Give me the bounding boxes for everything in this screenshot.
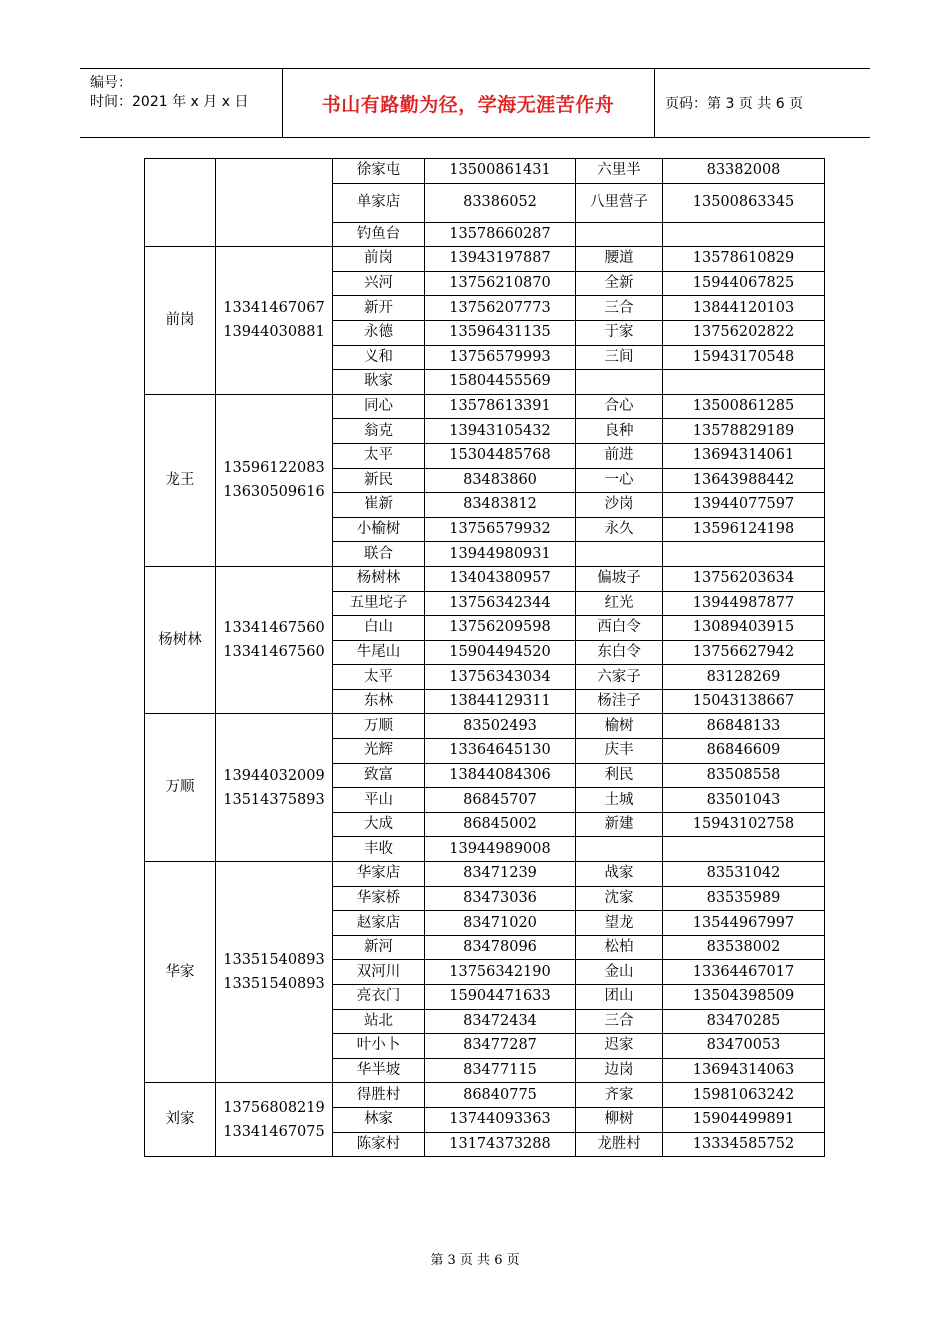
village-phone-cell: 13756579993 (425, 345, 576, 370)
table-row (145, 566, 825, 591)
village-phone-cell: 13756627942 (663, 640, 825, 665)
village-phone-cell: 83483860 (425, 468, 576, 493)
village-name-cell: 小榆树 (333, 517, 425, 542)
village-phone-cell: 13944989008 (425, 837, 576, 862)
village-name-cell: 一心 (576, 468, 663, 493)
village-phone-cell: 13504398509 (663, 985, 825, 1010)
village-phone-cell: 83535989 (663, 886, 825, 911)
village-phone-cell (663, 542, 825, 567)
village-phone-cell: 13943197887 (425, 247, 576, 272)
village-phone-cell: 83386052 (425, 183, 576, 222)
village-phone-cell: 13844129311 (425, 689, 576, 714)
town-phones-cell (216, 1083, 333, 1157)
village-name-cell: 战家 (576, 862, 663, 887)
village-name-cell: 全新 (576, 271, 663, 296)
town-phone: 13514375893 (223, 791, 325, 808)
village-name-cell: 义和 (333, 345, 425, 370)
village-phone-cell: 15904494520 (425, 640, 576, 665)
town-name-cell: 刘家 (145, 1083, 216, 1157)
village-name-cell: 同心 (333, 394, 425, 419)
town-phone: 13341467067 (223, 300, 325, 317)
village-name-cell: 华家桥 (333, 886, 425, 911)
village-phone-cell: 83477287 (425, 1034, 576, 1059)
village-name-cell: 太平 (333, 665, 425, 690)
village-phone-cell: 83128269 (663, 665, 825, 690)
village-phone-cell: 13500861285 (663, 394, 825, 419)
town-phones-cell (216, 159, 333, 247)
town-phone: 13596122083 (223, 460, 325, 477)
village-name-cell: 陈家村 (333, 1132, 425, 1157)
contact-directory-table (144, 158, 825, 1157)
village-name-cell: 龙胜村 (576, 1132, 663, 1157)
village-name-cell: 边岗 (576, 1058, 663, 1083)
village-phone-cell: 15043138667 (663, 689, 825, 714)
document-header (80, 68, 870, 138)
town-name-cell: 龙王 (145, 394, 216, 566)
village-name-cell: 徐家屯 (333, 159, 425, 184)
village-name-cell: 三合 (576, 1009, 663, 1034)
village-name-cell: 东白令 (576, 640, 663, 665)
village-name-cell: 新建 (576, 812, 663, 837)
time-label: 时间：2021 年 x 月 x 日 (90, 94, 249, 110)
town-phones-cell (216, 862, 333, 1083)
village-phone-cell: 13756342344 (425, 591, 576, 616)
town-phone: 13341467560 (223, 620, 325, 637)
village-phone-cell: 13596431135 (425, 320, 576, 345)
table-row (145, 247, 825, 272)
village-phone-cell: 13756343034 (425, 665, 576, 690)
village-name-cell: 牛尾山 (333, 640, 425, 665)
village-phone-cell: 13578613391 (425, 394, 576, 419)
village-name-cell: 耿家 (333, 370, 425, 395)
village-phone-cell: 83477115 (425, 1058, 576, 1083)
village-phone-cell: 13643988442 (663, 468, 825, 493)
village-name-cell: 大成 (333, 812, 425, 837)
village-name-cell: 万顺 (333, 714, 425, 739)
village-phone-cell: 13578660287 (425, 222, 576, 247)
village-name-cell: 西白令 (576, 616, 663, 641)
village-name-cell (576, 542, 663, 567)
village-phone-cell: 15904499891 (663, 1107, 825, 1132)
table-row (145, 159, 825, 184)
village-name-cell: 六里半 (576, 159, 663, 184)
village-phone-cell: 13756579932 (425, 517, 576, 542)
village-phone-cell: 83470285 (663, 1009, 825, 1034)
village-phone-cell: 86845707 (425, 788, 576, 813)
town-name-cell (145, 159, 216, 247)
village-name-cell: 杨洼子 (576, 689, 663, 714)
village-name-cell: 太平 (333, 443, 425, 468)
village-phone-cell: 86848133 (663, 714, 825, 739)
village-name-cell: 华家店 (333, 862, 425, 887)
village-phone-cell: 83471239 (425, 862, 576, 887)
village-name-cell: 望龙 (576, 911, 663, 936)
town-phone: 13351540893 (223, 952, 325, 969)
village-name-cell: 亮衣门 (333, 985, 425, 1010)
village-name-cell: 兴河 (333, 271, 425, 296)
village-name-cell: 三间 (576, 345, 663, 370)
village-phone-cell: 15943170548 (663, 345, 825, 370)
header-motto-cell (282, 69, 655, 137)
village-phone-cell: 83508558 (663, 763, 825, 788)
directory-body (145, 159, 825, 1157)
town-name-cell: 华家 (145, 862, 216, 1083)
village-phone-cell: 13500861431 (425, 159, 576, 184)
village-name-cell: 致富 (333, 763, 425, 788)
village-phone-cell: 83470053 (663, 1034, 825, 1059)
village-name-cell: 腰道 (576, 247, 663, 272)
village-phone-cell: 15904471633 (425, 985, 576, 1010)
town-phone: 13341467075 (223, 1123, 325, 1140)
town-phones-cell (216, 247, 333, 395)
village-name-cell: 华半坡 (333, 1058, 425, 1083)
village-phone-cell: 83538002 (663, 935, 825, 960)
village-phone-cell: 83478096 (425, 935, 576, 960)
village-phone-cell: 13174373288 (425, 1132, 576, 1157)
village-name-cell: 合心 (576, 394, 663, 419)
table-row (145, 714, 825, 739)
village-phone-cell: 13943105432 (425, 419, 576, 444)
village-phone-cell: 13844120103 (663, 296, 825, 321)
village-name-cell: 崔新 (333, 493, 425, 518)
village-phone-cell: 15304485768 (425, 443, 576, 468)
village-phone-cell: 13578610829 (663, 247, 825, 272)
village-name-cell: 沈家 (576, 886, 663, 911)
village-name-cell: 新河 (333, 935, 425, 960)
village-phone-cell (663, 837, 825, 862)
town-phones-cell (216, 394, 333, 566)
town-phone: 13756808219 (223, 1099, 325, 1116)
village-phone-cell: 13364467017 (663, 960, 825, 985)
village-phone-cell: 13844084306 (425, 763, 576, 788)
village-name-cell: 偏坡子 (576, 566, 663, 591)
village-phone-cell: 13544967997 (663, 911, 825, 936)
village-phone-cell: 13756203634 (663, 566, 825, 591)
number-label: 编号： (90, 75, 132, 91)
village-name-cell: 钓鱼台 (333, 222, 425, 247)
village-name-cell: 八里营子 (576, 183, 663, 222)
village-name-cell: 良种 (576, 419, 663, 444)
village-phone-cell: 13756202822 (663, 320, 825, 345)
village-name-cell: 金山 (576, 960, 663, 985)
village-phone-cell: 13944077597 (663, 493, 825, 518)
page-footer: 第 3 页 共 6 页 (430, 1253, 520, 1268)
village-name-cell (576, 370, 663, 395)
village-phone-cell: 13756210870 (425, 271, 576, 296)
village-phone-cell: 15943102758 (663, 812, 825, 837)
village-phone-cell: 13756342190 (425, 960, 576, 985)
village-name-cell: 双河川 (333, 960, 425, 985)
village-phone-cell: 15981063242 (663, 1083, 825, 1108)
village-phone-cell: 83501043 (663, 788, 825, 813)
village-name-cell: 永久 (576, 517, 663, 542)
page-info: 页码：第 3 页 共 6 页 (665, 96, 804, 112)
village-phone-cell: 13694314063 (663, 1058, 825, 1083)
village-name-cell: 团山 (576, 985, 663, 1010)
village-name-cell: 齐家 (576, 1083, 663, 1108)
village-name-cell: 站北 (333, 1009, 425, 1034)
village-phone-cell: 13944987877 (663, 591, 825, 616)
village-phone-cell: 86845002 (425, 812, 576, 837)
header-meta (80, 69, 283, 137)
village-phone-cell: 13089403915 (663, 616, 825, 641)
village-phone-cell: 13578829189 (663, 419, 825, 444)
village-name-cell: 赵家店 (333, 911, 425, 936)
village-phone-cell: 83502493 (425, 714, 576, 739)
village-phone-cell: 13500863345 (663, 183, 825, 222)
town-phone: 13351540893 (223, 976, 325, 993)
village-name-cell: 前岗 (333, 247, 425, 272)
village-name-cell: 五里坨子 (333, 591, 425, 616)
village-phone-cell: 13944980931 (425, 542, 576, 567)
village-phone-cell: 15804455569 (425, 370, 576, 395)
village-name-cell: 林家 (333, 1107, 425, 1132)
village-name-cell: 永德 (333, 320, 425, 345)
village-name-cell: 柳树 (576, 1107, 663, 1132)
village-phone-cell: 13694314061 (663, 443, 825, 468)
village-phone-cell: 83473036 (425, 886, 576, 911)
village-phone-cell: 86840775 (425, 1083, 576, 1108)
village-name-cell (576, 837, 663, 862)
town-phone: 13944030881 (223, 324, 325, 341)
motto: 书山有路勤为径，学海无涯苦作舟 (321, 93, 615, 116)
village-name-cell: 前进 (576, 443, 663, 468)
town-name-cell: 前岗 (145, 247, 216, 395)
village-name-cell: 三合 (576, 296, 663, 321)
village-name-cell: 迟家 (576, 1034, 663, 1059)
village-name-cell: 单家店 (333, 183, 425, 222)
village-name-cell: 得胜村 (333, 1083, 425, 1108)
village-name-cell: 土城 (576, 788, 663, 813)
village-name-cell: 红光 (576, 591, 663, 616)
village-name-cell: 叶小卜 (333, 1034, 425, 1059)
village-name-cell: 新民 (333, 468, 425, 493)
town-name-cell: 杨树林 (145, 566, 216, 714)
village-phone-cell: 86846609 (663, 739, 825, 764)
village-name-cell: 榆树 (576, 714, 663, 739)
village-phone-cell: 13404380957 (425, 566, 576, 591)
town-phones-cell (216, 566, 333, 714)
village-name-cell: 翁克 (333, 419, 425, 444)
village-name-cell: 光辉 (333, 739, 425, 764)
village-phone-cell: 15944067825 (663, 271, 825, 296)
town-name-cell: 万顺 (145, 714, 216, 862)
village-name-cell: 丰收 (333, 837, 425, 862)
village-name-cell: 联合 (333, 542, 425, 567)
village-phone-cell: 83472434 (425, 1009, 576, 1034)
village-phone-cell: 83483812 (425, 493, 576, 518)
village-name-cell: 白山 (333, 616, 425, 641)
village-name-cell: 利民 (576, 763, 663, 788)
village-name-cell: 新开 (333, 296, 425, 321)
table-row (145, 862, 825, 887)
village-phone-cell: 13364645130 (425, 739, 576, 764)
village-name-cell: 杨树林 (333, 566, 425, 591)
village-phone-cell: 13756207773 (425, 296, 576, 321)
village-name-cell: 沙岗 (576, 493, 663, 518)
village-phone-cell: 13334585752 (663, 1132, 825, 1157)
town-phone: 13341467560 (223, 644, 325, 661)
town-phone: 13944032009 (223, 767, 325, 784)
village-name-cell (576, 222, 663, 247)
village-name-cell: 平山 (333, 788, 425, 813)
village-phone-cell (663, 370, 825, 395)
village-name-cell: 庆丰 (576, 739, 663, 764)
village-phone-cell: 83382008 (663, 159, 825, 184)
village-phone-cell: 13596124198 (663, 517, 825, 542)
table-row (145, 1083, 825, 1108)
table-row (145, 394, 825, 419)
town-phone: 13630509616 (223, 484, 325, 501)
town-phones-cell (216, 714, 333, 862)
village-phone-cell: 13744093363 (425, 1107, 576, 1132)
village-phone-cell: 83531042 (663, 862, 825, 887)
village-name-cell: 六家子 (576, 665, 663, 690)
village-name-cell: 松柏 (576, 935, 663, 960)
village-phone-cell (663, 222, 825, 247)
village-phone-cell: 83471020 (425, 911, 576, 936)
village-name-cell: 于家 (576, 320, 663, 345)
village-name-cell: 东林 (333, 689, 425, 714)
village-phone-cell: 13756209598 (425, 616, 576, 641)
